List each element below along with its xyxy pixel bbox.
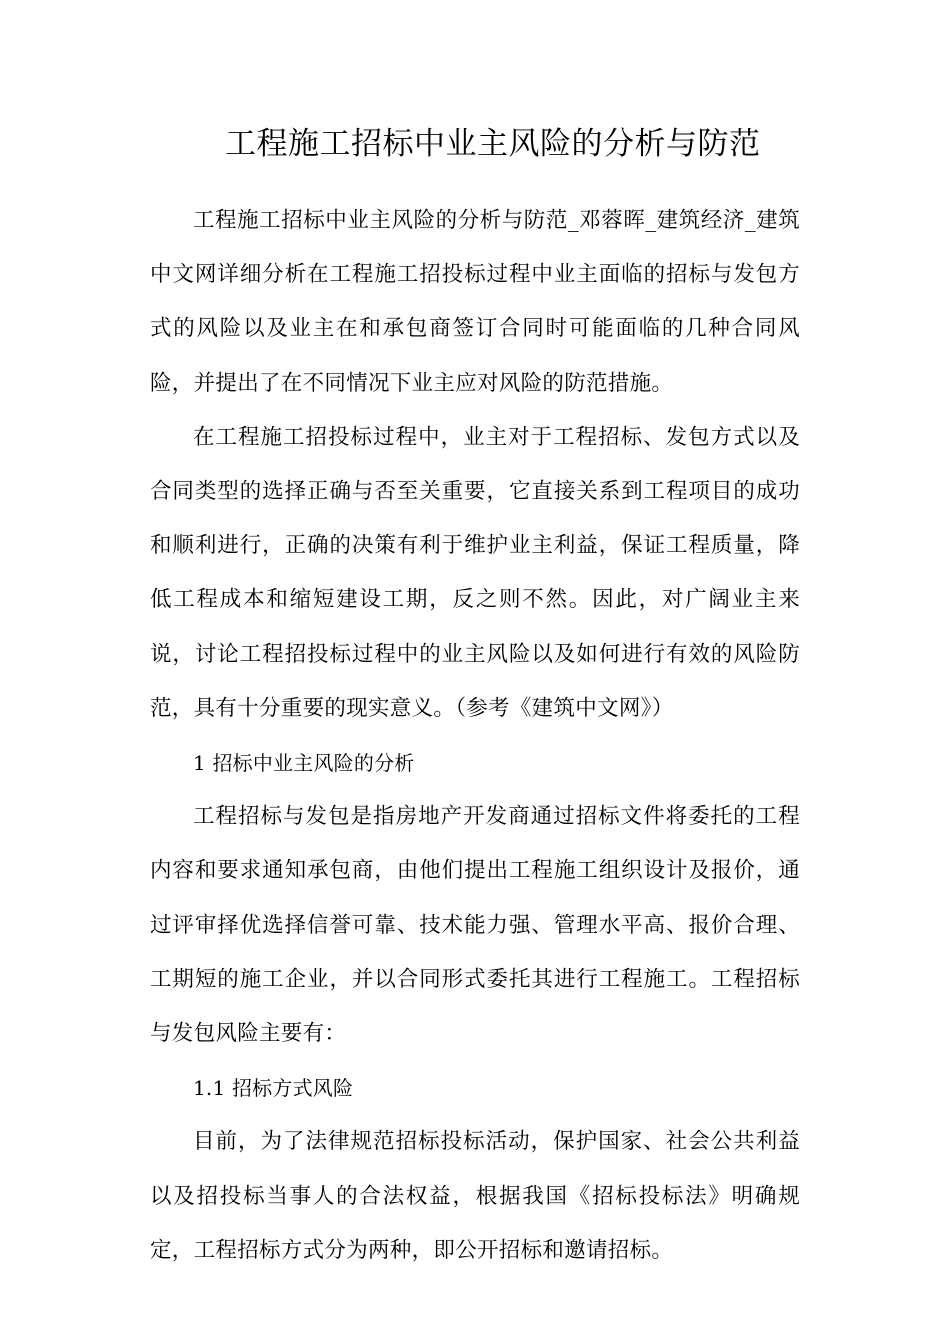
- section-heading-1: 1 招标中业主风险的分析: [193, 751, 415, 776]
- paragraph-section-1: 工程招标与发包是指房地产开发商通过招标文件将委托的工程内容和要求通知承包商，由他们提出工程施工组织设计及报价，通过评审择优选择信誉可靠、技术能力强、管理水平高、报价合理、工期短的施工企业，并以合同形式委托其进行工程施工。工程招标与发包风险主要有：: [150, 804, 800, 1047]
- section-heading-1-1: 1.1 招标方式风险: [193, 1076, 354, 1101]
- paragraph-section-1-1: 目前，为了法律规范招标投标活动，保护国家、社会公共利益以及招投标当事人的合法权益，根据我国《招标投标法》明确规定，工程招标方式分为两种，即公开招标和邀请招标。: [150, 1129, 800, 1263]
- document-title: 工程施工招标中业主风险的分析与防范: [225, 126, 761, 162]
- paragraph-abstract: 工程施工招标中业主风险的分析与防范_邓蓉晖_建筑经济_建筑中文网详细分析在工程施工招投标过程中业主面临的招标与发包方式的风险以及业主在和承包商签订合同时可能面临的几种合同风险，并提出了在不同情况下业主应对风险的防范措施。: [150, 208, 800, 396]
- paragraph-introduction: 在工程施工招投标过程中，业主对于工程招标、发包方式以及合同类型的选择正确与否至关重要，它直接关系到工程项目的成功和顺利进行，正确的决策有利于维护业主利益，保证工程质量，降低工程成本和缩短建设工期，反之则不然。因此，对广阔业主来说，讨论工程招投标过程中的业主风险以及如何进行有效的风险防范，具有十分重要的现实意义。（参考《建筑中文网》）: [150, 424, 800, 721]
- document-body: [150, 194, 800, 1278]
